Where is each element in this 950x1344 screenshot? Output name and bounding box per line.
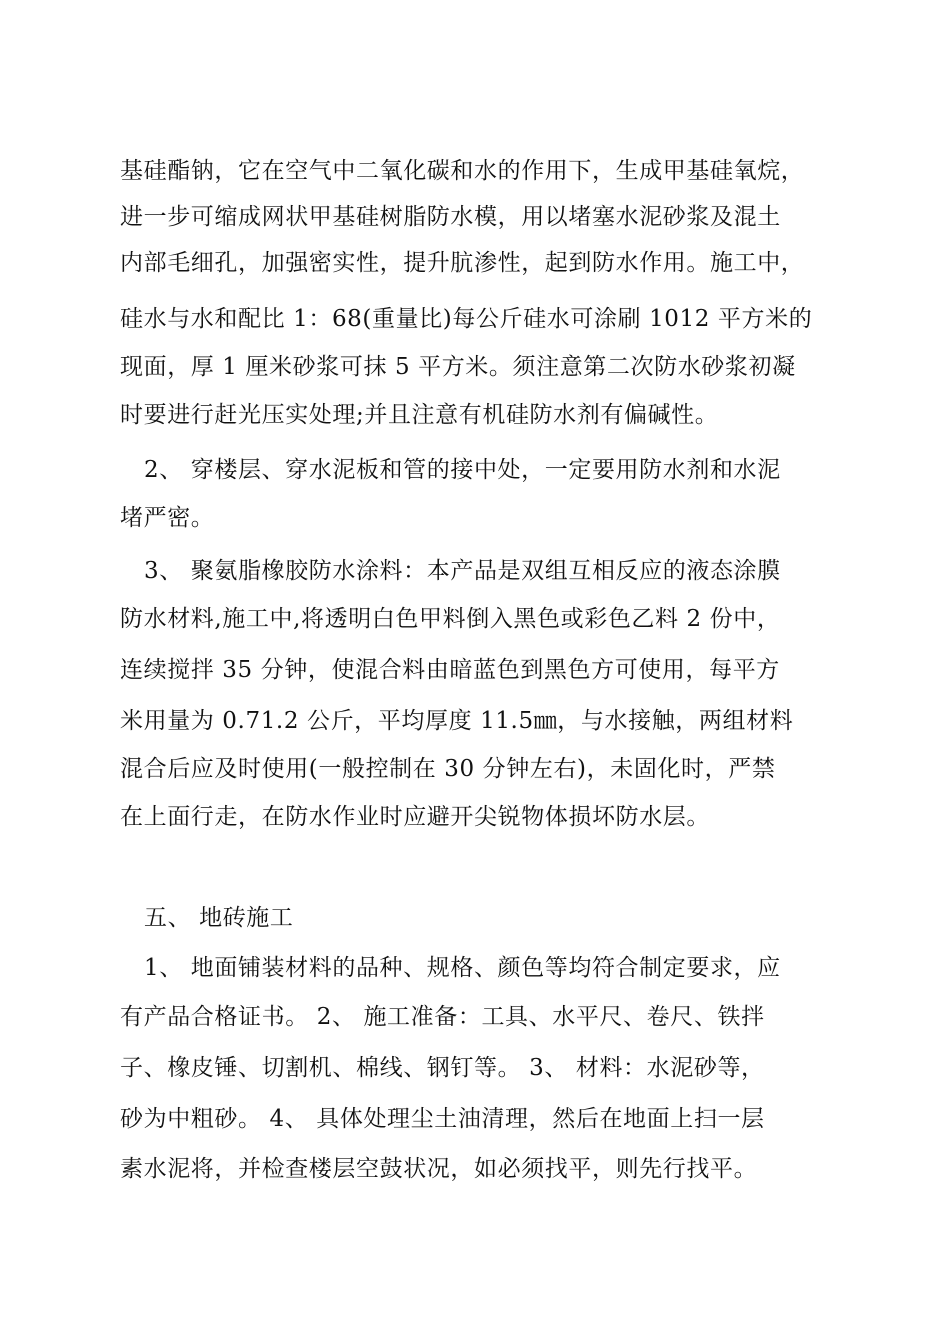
list-item-1: 1、 地面铺装材料的品种、规格、颜色等均符合制定要求，应 xyxy=(144,955,781,981)
text-line: 现面，厚 1 厘米砂浆可抹 5 平方米。须注意第二次防水砂浆初凝 xyxy=(120,354,796,380)
text-line: 堵严密。 xyxy=(120,505,215,531)
section-heading: 五、 地砖施工 xyxy=(144,905,294,931)
text-line: 素水泥将，并检查楼层空鼓状况，如必须找平，则先行找平。 xyxy=(120,1156,758,1182)
text-line: 在上面行走，在防水作业时应避开尖锐物体损坏防水层。 xyxy=(120,804,710,830)
text-line: 混合后应及时使用(一般控制在 30 分钟左右)，未固化时，严禁 xyxy=(120,756,776,782)
text-line: 米用量为 0.71.2 公斤，平均厚度 11.5㎜，与水接触，两组材料 xyxy=(120,708,794,734)
text-line: 有产品合格证书。 2、 施工准备：工具、水平尺、卷尺、铁拌 xyxy=(120,1004,765,1030)
list-item-3: 3、 聚氨脂橡胶防水涂料：本产品是双组互相反应的液态涂膜 xyxy=(144,558,781,584)
list-item-2: 2、 穿楼层、穿水泥板和管的接中处，一定要用防水剂和水泥 xyxy=(144,457,781,483)
text-line: 子、橡皮锤、切割机、棉线、钢钉等。 3、 材料：水泥砂等， xyxy=(120,1055,765,1081)
text-line: 基硅酯钠，它在空气中二氧化碳和水的作用下，生成甲基硅氧烷， xyxy=(120,158,805,184)
text-line: 进一步可缩成网状甲基硅树脂防水模，用以堵塞水泥砂浆及混土 xyxy=(120,204,781,230)
text-line: 防水材料,施工中,将透明白色甲料倒入黑色或彩色乙料 2 份中， xyxy=(120,606,781,632)
text-line: 内部毛细孔，加强密实性，提升肮渗性，起到防水作用。施工中， xyxy=(120,250,805,276)
text-line: 硅水与水和配比 1：68(重量比)每公斤硅水可涂刷 1012 平方米的 xyxy=(120,306,813,332)
text-line: 连续搅拌 35 分钟，使混合料由暗蓝色到黑色方可使用，每平方 xyxy=(120,657,780,683)
text-line: 砂为中粗砂。 4、 具体处理尘土油清理，然后在地面上扫一层 xyxy=(120,1106,765,1132)
text-line: 时要进行赶光压实处理;并且注意有机硅防水剂有偏碱性。 xyxy=(120,402,719,428)
